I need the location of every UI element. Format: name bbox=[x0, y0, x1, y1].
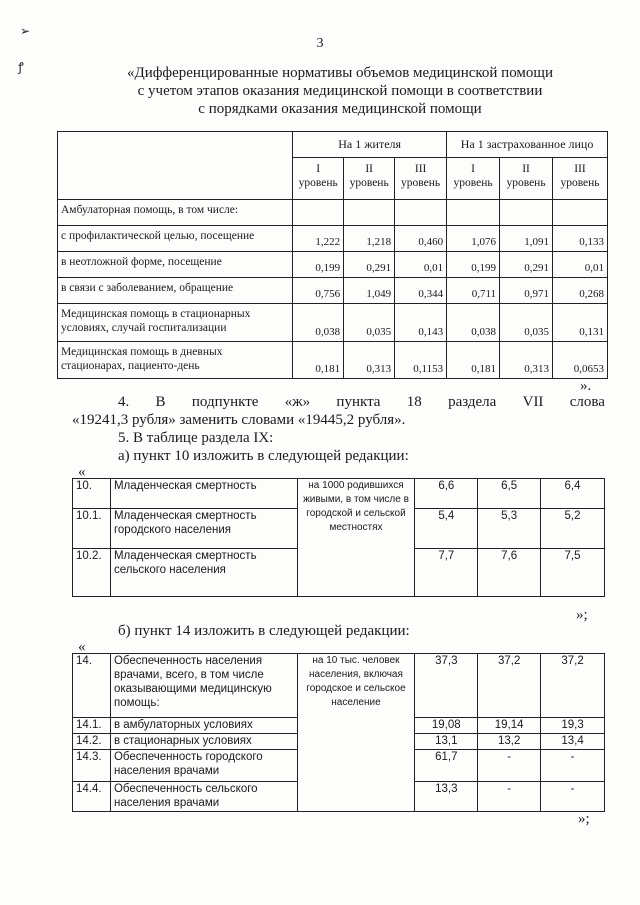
standards-table bbox=[57, 131, 608, 379]
title-line: «Дифференцированные нормативы объемов медицинской помощи bbox=[126, 65, 553, 81]
paragraph-4-line1: 4. В подпункте «ж» пункта 18 раздела VII слова bbox=[118, 394, 605, 410]
table-row: 10. Младенческая смертность на 1000 родившихся живыми, в том числе в городской и сельской местностях 6,6 6,5 6,4 bbox=[73, 479, 605, 509]
table-row: 10.2. Младенческая смертность сельского населения 7,7 7,6 7,5 bbox=[73, 549, 605, 597]
level-header: I уровень bbox=[447, 158, 500, 200]
closing-quote: »; bbox=[576, 607, 588, 623]
unit-cell: на 1000 родившихся живыми, в том числе в городской и сельской местностях bbox=[297, 479, 415, 597]
infant-mortality-table bbox=[72, 478, 605, 597]
unit-cell: на 10 тыс. человек населения, включая городское и сельское население bbox=[297, 654, 415, 812]
table-row: 14. Обеспеченность населения врачами, всего, в том числе оказывающими медицинскую помощь: на 10 тыс. человек населения, включая городское и сельское население 37,3 37,2 37,2 bbox=[73, 654, 605, 718]
paragraph-5b: б) пункт 14 изложить в следующей редакции: bbox=[118, 623, 410, 639]
level-header: III уровень bbox=[553, 158, 608, 200]
header-blank bbox=[58, 132, 293, 200]
table-row: Медицинская помощь в дневных стационарах, пациенто-день 0,181 0,313 0,1153 0,181 0,313 0,0653 bbox=[58, 342, 608, 379]
title-line: с учетом этапов оказания медицинской помощи в соответствии bbox=[137, 83, 543, 99]
table-row: с профилактической целью, посещение 1,222 1,218 0,460 1,076 1,091 0,133 bbox=[58, 226, 608, 252]
table-row: 14.1. в амбулаторных условиях 19,08 19,14 19,3 bbox=[73, 718, 605, 734]
page-number: 3 bbox=[316, 36, 324, 51]
open-quote: « bbox=[78, 464, 86, 480]
margin-mark: ꝭ bbox=[18, 60, 24, 74]
paragraph-5a: а) пункт 10 изложить в следующей редакции: bbox=[118, 448, 409, 464]
open-quote: « bbox=[78, 639, 86, 655]
physicians-table bbox=[72, 653, 605, 812]
level-header: III уровень bbox=[395, 158, 447, 200]
closing-quote: ». bbox=[580, 378, 592, 394]
group-header: На 1 застрахованное лицо bbox=[447, 132, 608, 158]
table-row: 14.4. Обеспеченность сельского населения врачами 13,3 - - bbox=[73, 782, 605, 812]
section-row: Амбулаторная помощь, в том числе: bbox=[58, 200, 293, 226]
closing-quote: »; bbox=[578, 811, 590, 827]
level-header: I уровень bbox=[293, 158, 344, 200]
table-row: 14.2. в стационарных условиях 13,1 13,2 13,4 bbox=[73, 734, 605, 750]
margin-mark: ➢ bbox=[20, 24, 31, 38]
table-row: Медицинская помощь в стационарных условиях, случай госпитализации 0,038 0,035 0,143 0,038 0,035 0,131 bbox=[58, 304, 608, 342]
paragraph-4-line2: «19241,3 рубля» заменить словами «19445,2 рубля». bbox=[72, 412, 406, 428]
table-row: в неотложной форме, посещение 0,199 0,291 0,01 0,199 0,291 0,01 bbox=[58, 252, 608, 278]
table-title bbox=[80, 64, 600, 118]
level-header: II уровень bbox=[344, 158, 395, 200]
paragraph-5: 5. В таблице раздела IX: bbox=[118, 430, 274, 446]
level-header: II уровень bbox=[500, 158, 553, 200]
table-row: 10.1. Младенческая смертность городского населения 5,4 5,3 5,2 bbox=[73, 509, 605, 549]
table-row: в связи с заболеванием, обращение 0,756 1,049 0,344 0,711 0,971 0,268 bbox=[58, 278, 608, 304]
title-line: с порядками оказания медицинской помощи bbox=[198, 101, 482, 117]
table-row: 14.3. Обеспеченность городского населения врачами 61,7 - - bbox=[73, 750, 605, 782]
group-header: На 1 жителя bbox=[293, 132, 447, 158]
